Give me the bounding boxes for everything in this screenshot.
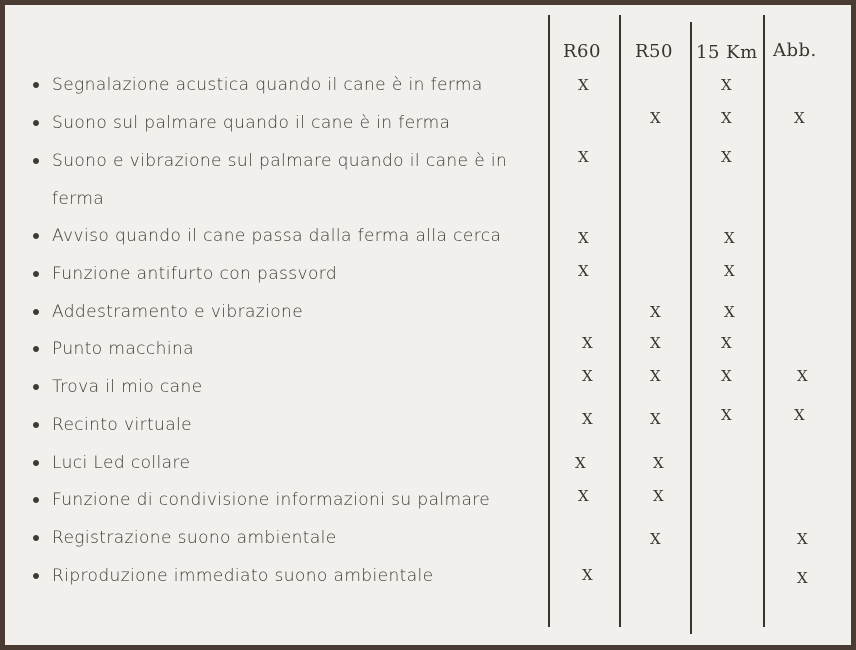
check-mark: X: [721, 367, 732, 385]
check-mark: X: [721, 76, 732, 94]
check-mark: X: [582, 367, 593, 385]
check-mark: X: [582, 566, 593, 584]
feature-label: ferma: [52, 189, 105, 209]
bullet-icon: [33, 384, 39, 390]
check-mark: X: [724, 262, 735, 280]
feature-label: Funzione di condivisione informazioni su palmare: [52, 490, 491, 510]
check-mark: X: [721, 334, 732, 352]
check-mark: X: [575, 454, 586, 472]
feature-label: Trova il mio cane: [52, 377, 203, 397]
bullet-icon: [33, 460, 39, 466]
check-mark: X: [578, 229, 589, 247]
check-mark: X: [721, 109, 732, 127]
feature-label: Luci Led collare: [52, 453, 191, 473]
bullet-icon: [33, 82, 39, 88]
comparison-card: [5, 5, 851, 645]
check-mark: X: [794, 406, 805, 424]
feature-label: Funzione antifurto con passvord: [52, 264, 338, 284]
check-mark: X: [578, 487, 589, 505]
column-header-15km: 15 Km: [696, 42, 758, 63]
check-mark: X: [578, 262, 589, 280]
check-mark: X: [578, 148, 589, 166]
feature-label: Segnalazione acustica quando il cane è in ferma: [52, 75, 483, 95]
check-mark: X: [650, 410, 661, 428]
feature-label: Suono sul palmare quando il cane è in ferma: [52, 113, 451, 133]
column-header-abb: Abb.: [773, 40, 817, 61]
bullet-icon: [33, 573, 39, 579]
check-mark: X: [794, 109, 805, 127]
check-mark: X: [582, 410, 593, 428]
bullet-icon: [33, 422, 39, 428]
check-mark: X: [721, 406, 732, 424]
check-mark: X: [724, 303, 735, 321]
check-mark: X: [578, 76, 589, 94]
feature-label: Riproduzione immediato suono ambientale: [52, 566, 434, 586]
bullet-icon: [33, 158, 39, 164]
feature-label: Punto macchina: [52, 339, 194, 359]
column-header-r50: R50: [635, 41, 673, 62]
check-mark: X: [797, 569, 808, 587]
check-mark: X: [650, 334, 661, 352]
bullet-icon: [33, 309, 39, 315]
bullet-icon: [33, 120, 39, 126]
column-divider: [619, 15, 621, 627]
column-divider: [548, 15, 550, 627]
feature-label: Addestramento e vibrazione: [52, 302, 304, 322]
check-mark: X: [650, 303, 661, 321]
check-mark: X: [724, 229, 735, 247]
feature-label: Suono e vibrazione sul palmare quando il cane è in: [52, 151, 508, 171]
bullet-icon: [33, 271, 39, 277]
check-mark: X: [653, 454, 664, 472]
check-mark: X: [650, 367, 661, 385]
check-mark: X: [650, 109, 661, 127]
feature-label: Registrazione suono ambientale: [52, 528, 337, 548]
check-mark: X: [797, 367, 808, 385]
check-mark: X: [582, 334, 593, 352]
feature-label: Recinto virtuale: [52, 415, 193, 435]
column-divider: [690, 22, 692, 634]
bullet-icon: [33, 535, 39, 541]
check-mark: X: [721, 148, 732, 166]
column-header-r60: R60: [563, 41, 601, 62]
column-divider: [763, 15, 765, 627]
bullet-icon: [33, 233, 39, 239]
check-mark: X: [797, 530, 808, 548]
feature-label: Avviso quando il cane passa dalla ferma alla cerca: [52, 226, 502, 246]
check-mark: X: [653, 487, 664, 505]
bullet-icon: [33, 346, 39, 352]
check-mark: X: [650, 530, 661, 548]
bullet-icon: [33, 497, 39, 503]
